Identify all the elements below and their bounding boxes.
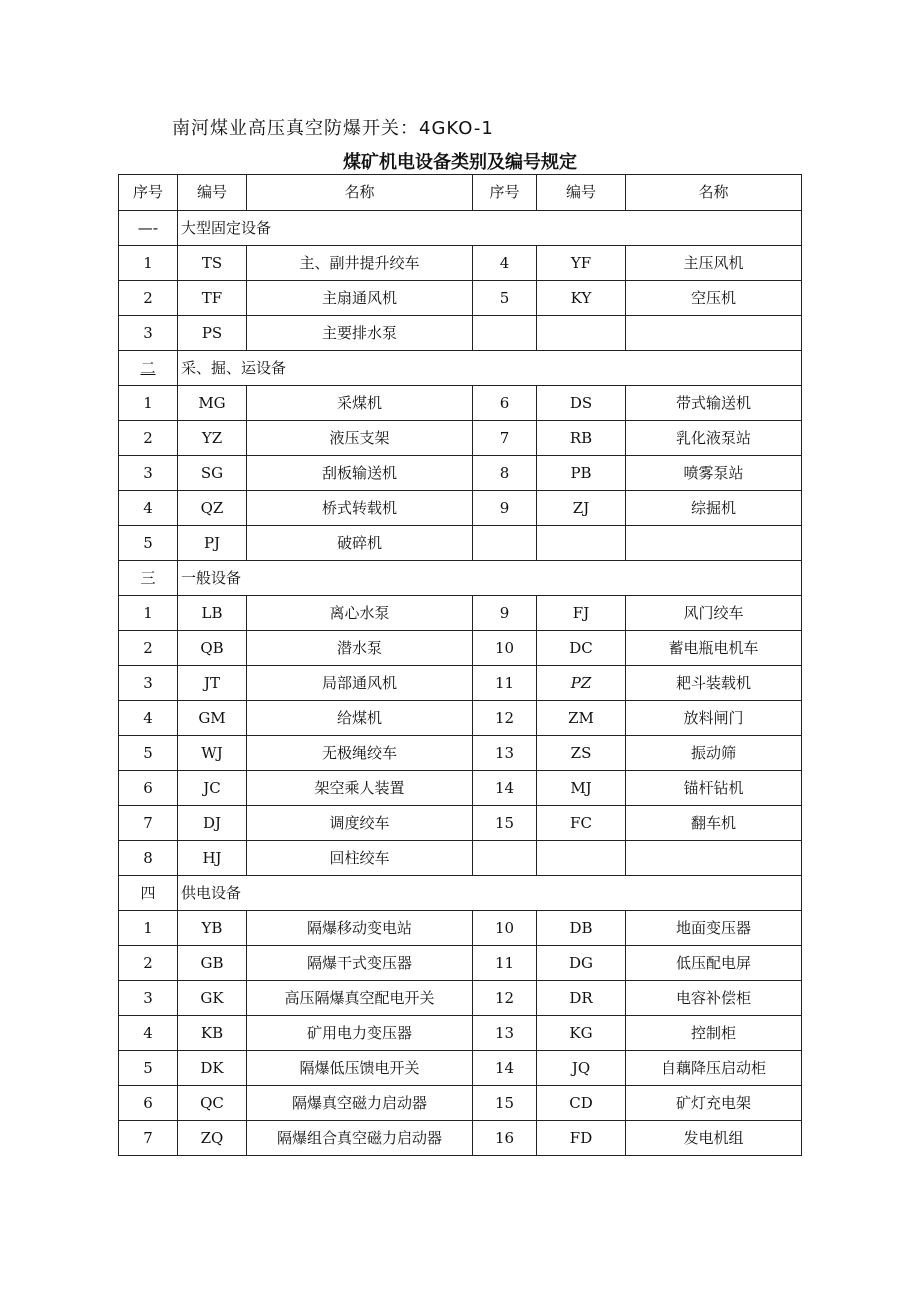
row-index: 4: [119, 491, 178, 526]
equipment-name: 主、副井提升绞车: [247, 246, 473, 281]
equipment-code: GK: [178, 981, 247, 1016]
equipment-code: MG: [178, 386, 247, 421]
row-index: 9: [473, 491, 537, 526]
equipment-name: 矿用电力变压器: [247, 1016, 473, 1051]
row-index: 13: [473, 736, 537, 771]
row-index: 4: [119, 1016, 178, 1051]
equipment-code: FC: [537, 806, 626, 841]
equipment-code: KY: [537, 281, 626, 316]
section-number: —-: [119, 211, 178, 246]
row-index: 3: [119, 666, 178, 701]
equipment-name: 耙斗装载机: [626, 666, 802, 701]
equipment-name: 风门绞车: [626, 596, 802, 631]
table-row: [119, 281, 802, 316]
row-index: 5: [119, 526, 178, 561]
equipment-name: 破碎机: [247, 526, 473, 561]
section-label: 大型固定设备: [178, 211, 802, 246]
equipment-name: 给煤机: [247, 701, 473, 736]
section-number: 三: [119, 561, 178, 596]
row-index: 7: [473, 421, 537, 456]
equipment-name: 发电机组: [626, 1121, 802, 1156]
row-index: 1: [119, 596, 178, 631]
table-body: [119, 211, 802, 1156]
section-label: 一般设备: [178, 561, 802, 596]
section-label: 采、掘、运设备: [178, 351, 802, 386]
equipment-code: JQ: [537, 1051, 626, 1086]
table-row: [119, 1016, 802, 1051]
row-index: 5: [119, 1051, 178, 1086]
equipment-code: FJ: [537, 596, 626, 631]
table-row: [119, 246, 802, 281]
row-index: 15: [473, 1086, 537, 1121]
equipment-name: 控制柜: [626, 1016, 802, 1051]
equipment-code: [537, 316, 626, 351]
equipment-name: 刮板输送机: [247, 456, 473, 491]
row-index: 4: [119, 701, 178, 736]
equipment-code: ZJ: [537, 491, 626, 526]
equipment-code: KG: [537, 1016, 626, 1051]
row-index: 13: [473, 1016, 537, 1051]
row-index: 16: [473, 1121, 537, 1156]
row-index: 1: [119, 386, 178, 421]
equipment-code: QC: [178, 1086, 247, 1121]
table-row: [119, 981, 802, 1016]
equipment-code: YZ: [178, 421, 247, 456]
equipment-name: 隔爆干式变压器: [247, 946, 473, 981]
equipment-name: 隔爆移动变电站: [247, 911, 473, 946]
equipment-code: PZ: [537, 666, 626, 701]
equipment-code: PB: [537, 456, 626, 491]
table-row: [119, 386, 802, 421]
row-index: 7: [119, 806, 178, 841]
equipment-name: 桥式转载机: [247, 491, 473, 526]
equipment-name: 矿灯充电架: [626, 1086, 802, 1121]
row-index: 14: [473, 771, 537, 806]
equipment-code: FD: [537, 1121, 626, 1156]
equipment-name: 振动筛: [626, 736, 802, 771]
column-header: 编号: [178, 175, 247, 211]
row-index: 8: [119, 841, 178, 876]
equipment-code: JT: [178, 666, 247, 701]
table-row: [119, 1121, 802, 1156]
row-index: 8: [473, 456, 537, 491]
equipment-name: 回柱绞车: [247, 841, 473, 876]
equipment-code: PJ: [178, 526, 247, 561]
equipment-name: 潜水泵: [247, 631, 473, 666]
table-header-row: [119, 175, 802, 211]
equipment-name: 高压隔爆真空配电开关: [247, 981, 473, 1016]
row-index: 5: [119, 736, 178, 771]
row-index: 10: [473, 911, 537, 946]
row-index: 5: [473, 281, 537, 316]
row-index: 12: [473, 981, 537, 1016]
equipment-code: GM: [178, 701, 247, 736]
equipment-code: SG: [178, 456, 247, 491]
equipment-code: WJ: [178, 736, 247, 771]
equipment-code: RB: [537, 421, 626, 456]
column-header: 序号: [473, 175, 537, 211]
table-row: [119, 316, 802, 351]
equipment-name: 地面变压器: [626, 911, 802, 946]
equipment-name: 主要排水泵: [247, 316, 473, 351]
equipment-code: LB: [178, 596, 247, 631]
row-index: 3: [119, 981, 178, 1016]
equipment-name: 放料闸门: [626, 701, 802, 736]
equipment-code: ZM: [537, 701, 626, 736]
row-index: 14: [473, 1051, 537, 1086]
row-index: 3: [119, 456, 178, 491]
section-number: 二: [119, 351, 178, 386]
table-row: [119, 666, 802, 701]
equipment-name: 空压机: [626, 281, 802, 316]
equipment-name: 喷雾泵站: [626, 456, 802, 491]
row-index: 4: [473, 246, 537, 281]
row-index: [473, 841, 537, 876]
row-index: 3: [119, 316, 178, 351]
equipment-name: 主扇通风机: [247, 281, 473, 316]
equipment-code: JC: [178, 771, 247, 806]
table-row: [119, 946, 802, 981]
table-row: [119, 1051, 802, 1086]
equipment-code: YF: [537, 246, 626, 281]
row-index: 11: [473, 946, 537, 981]
row-index: [473, 526, 537, 561]
row-index: 9: [473, 596, 537, 631]
equipment-name: 架空乘人装置: [247, 771, 473, 806]
table-row: [119, 1086, 802, 1121]
section-header-row: [119, 351, 802, 386]
row-index: 1: [119, 246, 178, 281]
row-index: 2: [119, 281, 178, 316]
equipment-code: DR: [537, 981, 626, 1016]
equipment-code: TS: [178, 246, 247, 281]
section-number: 四: [119, 876, 178, 911]
company-header-line: 南河煤业高压真空防爆开关：4GKO-1: [172, 118, 494, 139]
table-row: [119, 456, 802, 491]
table-row: [119, 911, 802, 946]
equipment-code: QZ: [178, 491, 247, 526]
document-title: 煤矿机电设备类别及编号规定: [343, 152, 577, 173]
equipment-code: DC: [537, 631, 626, 666]
equipment-name: 离心水泵: [247, 596, 473, 631]
equipment-code: HJ: [178, 841, 247, 876]
equipment-name: 综掘机: [626, 491, 802, 526]
equipment-name: 乳化液泵站: [626, 421, 802, 456]
equipment-code: DB: [537, 911, 626, 946]
section-header-row: [119, 211, 802, 246]
equipment-name: 锚杆钻机: [626, 771, 802, 806]
row-index: [473, 316, 537, 351]
equipment-name: 隔爆低压馈电开关: [247, 1051, 473, 1086]
equipment-code: DG: [537, 946, 626, 981]
equipment-code: [537, 526, 626, 561]
row-index: 7: [119, 1121, 178, 1156]
equipment-code: KB: [178, 1016, 247, 1051]
table-row: [119, 526, 802, 561]
section-header-row: [119, 876, 802, 911]
table-row: [119, 806, 802, 841]
equipment-code: CD: [537, 1086, 626, 1121]
equipment-name: [626, 841, 802, 876]
equipment-code: QB: [178, 631, 247, 666]
equipment-code: [537, 841, 626, 876]
equipment-code: DJ: [178, 806, 247, 841]
row-index: 10: [473, 631, 537, 666]
row-index: 2: [119, 631, 178, 666]
table-row: [119, 491, 802, 526]
equipment-name: [626, 526, 802, 561]
equipment-name: 自藕降压启动柜: [626, 1051, 802, 1086]
column-header: 名称: [247, 175, 473, 211]
equipment-name: 低压配电屏: [626, 946, 802, 981]
equipment-code: TF: [178, 281, 247, 316]
column-header: 名称: [626, 175, 802, 211]
row-index: 11: [473, 666, 537, 701]
row-index: 1: [119, 911, 178, 946]
row-index: 15: [473, 806, 537, 841]
equipment-code: DK: [178, 1051, 247, 1086]
equipment-name: 蓄电瓶电机车: [626, 631, 802, 666]
equipment-code-table: [118, 174, 802, 1156]
section-label: 供电设备: [178, 876, 802, 911]
table-row: [119, 736, 802, 771]
row-index: 6: [119, 771, 178, 806]
equipment-name: 带式输送机: [626, 386, 802, 421]
equipment-code: DS: [537, 386, 626, 421]
equipment-name: 局部通风机: [247, 666, 473, 701]
section-header-row: [119, 561, 802, 596]
equipment-name: 翻车机: [626, 806, 802, 841]
equipment-code: ZQ: [178, 1121, 247, 1156]
table-row: [119, 841, 802, 876]
equipment-code: GB: [178, 946, 247, 981]
row-index: 12: [473, 701, 537, 736]
equipment-code: YB: [178, 911, 247, 946]
equipment-name: 电容补偿柜: [626, 981, 802, 1016]
equipment-name: 液压支架: [247, 421, 473, 456]
table-row: [119, 421, 802, 456]
equipment-code: ZS: [537, 736, 626, 771]
row-index: 6: [473, 386, 537, 421]
equipment-name: 主压风机: [626, 246, 802, 281]
equipment-name: 隔爆组合真空磁力启动器: [247, 1121, 473, 1156]
equipment-name: 隔爆真空磁力启动器: [247, 1086, 473, 1121]
equipment-code: PS: [178, 316, 247, 351]
row-index: 2: [119, 946, 178, 981]
table-row: [119, 631, 802, 666]
equipment-code: MJ: [537, 771, 626, 806]
equipment-name: [626, 316, 802, 351]
table-row: [119, 596, 802, 631]
equipment-name: 无极绳绞车: [247, 736, 473, 771]
equipment-name: 调度绞车: [247, 806, 473, 841]
row-index: 2: [119, 421, 178, 456]
equipment-name: 采煤机: [247, 386, 473, 421]
table-row: [119, 701, 802, 736]
column-header: 编号: [537, 175, 626, 211]
row-index: 6: [119, 1086, 178, 1121]
table-row: [119, 771, 802, 806]
column-header: 序号: [119, 175, 178, 211]
